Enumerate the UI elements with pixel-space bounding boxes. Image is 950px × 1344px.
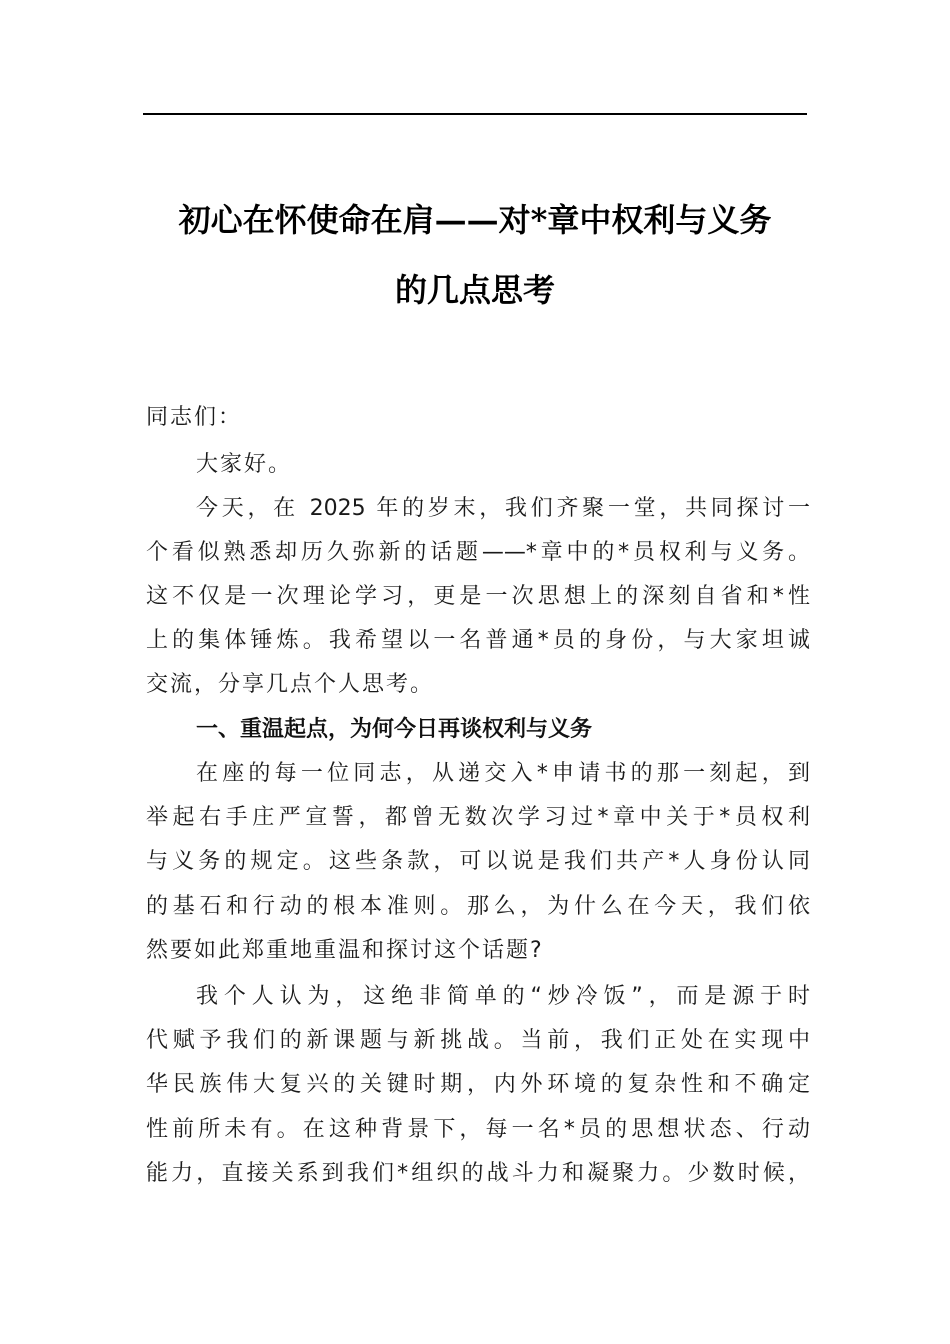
paragraph-line: 与义务的规定。这些条款，可以说是我们共产*人身份认同 [146, 849, 810, 874]
document-title-line-1: 初心在怀使命在肩——对*章中权利与义务 [178, 201, 772, 239]
paragraph-greeting: 大家好。 [196, 452, 293, 477]
paragraph-line: 今天，在 2025 年的岁末，我们齐聚一堂，共同探讨一 [196, 496, 810, 521]
paragraph-line: 上的集体锤炼。我希望以一名普通*员的身份，与大家坦诚 [146, 628, 810, 653]
paragraph-line: 代赋予我们的新课题与新挑战。当前，我们正处在实现中 [146, 1028, 810, 1053]
document-title-line-2: 的几点思考 [394, 271, 555, 309]
paragraph-line: 举起右手庄严宣誓，都曾无数次学习过*章中关于*员权利 [146, 805, 810, 830]
paragraph-line: 华民族伟大复兴的关键时期，内外环境的复杂性和不确定 [146, 1072, 810, 1097]
paragraph-line: 我个人认为，这绝非简单的“炒冷饭”，而是源于时 [196, 984, 810, 1009]
paragraph-line: 这不仅是一次理论学习，更是一次思想上的深刻自省和*性 [146, 584, 810, 609]
paragraph-line: 能力，直接关系到我们*组织的战斗力和凝聚力。少数时候， [146, 1161, 810, 1186]
paragraph-line: 然要如此郑重地重温和探讨这个话题? [146, 938, 544, 963]
section-heading-1: 一、重温起点，为何今日再谈权利与义务 [196, 717, 593, 742]
paragraph-line: 在座的每一位同志，从递交入*申请书的那一刻起，到 [196, 761, 810, 786]
paragraph-line: 的基石和行动的根本准则。那么，为什么在今天，我们依 [146, 894, 810, 919]
paragraph-line: 交流，分享几点个人思考。 [146, 672, 435, 697]
salutation: 同志们： [146, 405, 243, 430]
paragraph-line: 个看似熟悉却历久弥新的话题——*章中的*员权利与义务。 [146, 540, 810, 565]
header-rule [143, 113, 807, 115]
paragraph-line: 性前所未有。在这种背景下，每一名*员的思想状态、行动 [146, 1117, 810, 1142]
